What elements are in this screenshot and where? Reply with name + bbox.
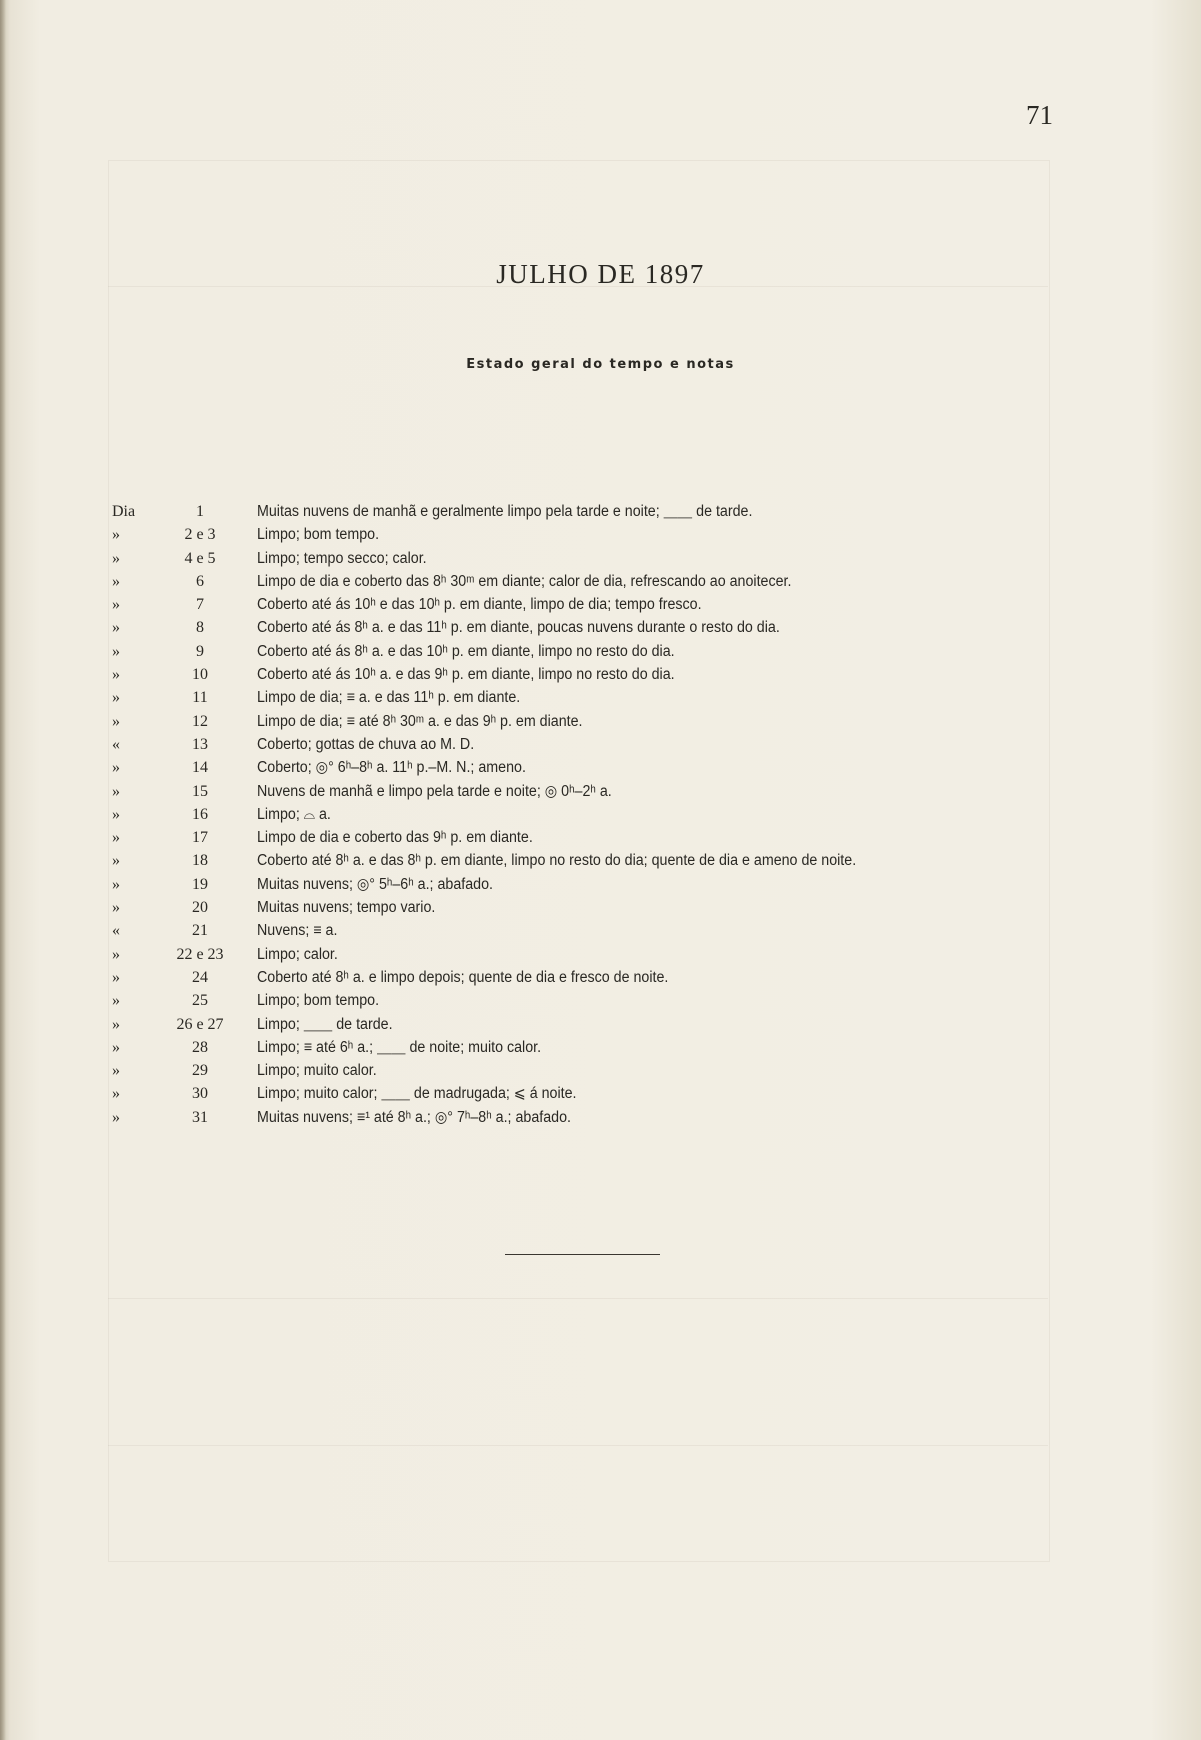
day-label: Dia	[112, 503, 136, 520]
weather-notes-list	[0, 500, 1201, 1129]
weather-note: Muitas nuvens; ≡¹ até 8ʰ a.; ◎° 7ʰ–8ʰ a.; abafado.	[257, 1108, 571, 1126]
day-number: 12	[192, 712, 208, 730]
weather-note: Coberto até ás 8ʰ a. e das 10ʰ p. em diante, limpo no resto do dia.	[257, 642, 675, 660]
weather-note: Limpo; bom tempo.	[257, 992, 380, 1010]
ditto-mark: »	[112, 549, 120, 567]
day-number: 14	[192, 759, 208, 777]
show-through-line	[108, 1298, 1048, 1299]
ditto-mark: »	[112, 829, 120, 847]
day-number: 13	[192, 735, 208, 753]
weather-note: Limpo; ⸏⸏ de tarde.	[257, 1015, 393, 1033]
weather-note: Coberto até 8ʰ a. e limpo depois; quente de dia e fresco de noite.	[257, 968, 669, 986]
day-number: 11	[192, 689, 208, 707]
list-item	[0, 826, 1201, 849]
section-subtitle: Estado geral do tempo e notas	[466, 357, 735, 372]
list-item	[0, 1059, 1201, 1082]
weather-note: Limpo; calor.	[257, 945, 338, 963]
day-number: 30	[192, 1085, 208, 1103]
day-number: 16	[192, 805, 208, 823]
ditto-mark: »	[112, 689, 120, 707]
weather-note: Limpo; muito calor.	[257, 1062, 377, 1080]
ditto-mark: »	[112, 572, 120, 590]
day-number: 24	[192, 968, 208, 986]
day-number: 10	[192, 666, 208, 684]
list-item	[0, 570, 1201, 593]
list-item	[0, 1106, 1201, 1129]
ditto-mark: »	[112, 619, 120, 637]
list-item	[0, 500, 1201, 523]
ditto-mark: »	[112, 1038, 120, 1056]
list-item	[0, 663, 1201, 686]
weather-note: Nuvens de manhã e limpo pela tarde e noite; ◎ 0ʰ–2ʰ a.	[257, 782, 612, 800]
ditto-mark: »	[112, 852, 120, 870]
day-number: 31	[192, 1108, 208, 1126]
weather-note: Coberto até ás 10ʰ a. e das 9ʰ p. em diante, limpo no resto do dia.	[257, 666, 675, 684]
day-number: 6	[196, 572, 204, 590]
list-item	[0, 896, 1201, 919]
show-through-line	[108, 1445, 1048, 1446]
day-number: 21	[192, 922, 208, 940]
ditto-mark: »	[112, 666, 120, 684]
day-number: 25	[192, 992, 208, 1010]
list-item	[0, 686, 1201, 709]
ditto-mark: »	[112, 805, 120, 823]
list-item	[0, 640, 1201, 663]
list-item	[0, 523, 1201, 546]
list-item	[0, 616, 1201, 639]
ditto-mark: »	[112, 782, 120, 800]
weather-note: Muitas nuvens de manhã e geralmente limpo pela tarde e noite; ⸏⸏ de tarde.	[257, 503, 753, 520]
list-item	[0, 849, 1201, 872]
day-number: 17	[192, 829, 208, 847]
list-item	[0, 919, 1201, 942]
ditto-mark: »	[112, 899, 120, 917]
list-item	[0, 989, 1201, 1012]
day-number: 29	[192, 1062, 208, 1080]
weather-note: Muitas nuvens; ◎° 5ʰ–6ʰ a.; abafado.	[257, 875, 493, 893]
day-number: 1	[196, 503, 204, 520]
weather-note: Coberto até 8ʰ a. e das 8ʰ p. em diante, limpo no resto do dia; quente de dia e ameno de noite.	[257, 852, 857, 870]
day-number: 4 e 5	[184, 549, 216, 567]
day-number: 18	[192, 852, 208, 870]
ditto-mark: »	[112, 1062, 120, 1080]
day-number: 19	[192, 875, 208, 893]
list-item	[0, 756, 1201, 779]
weather-note: Limpo; ≡ até 6ʰ a.; ⸏⸏ de noite; muito calor.	[257, 1038, 542, 1056]
weather-note: Limpo de dia; ≡ a. e das 11ʰ p. em diante.	[257, 689, 521, 707]
list-item	[0, 1013, 1201, 1036]
weather-note: Limpo de dia e coberto das 8ʰ 30ᵐ em diante; calor de dia, refrescando ao anoitecer.	[257, 572, 792, 590]
weather-note: Limpo de dia e coberto das 9ʰ p. em diante.	[257, 829, 533, 847]
list-item	[0, 593, 1201, 616]
list-item	[0, 733, 1201, 756]
list-item	[0, 873, 1201, 896]
ditto-mark: »	[112, 1085, 120, 1103]
ditto-mark: «	[112, 735, 120, 753]
page-title: JULHO DE 1897	[496, 259, 705, 289]
ditto-mark: »	[112, 526, 120, 544]
ditto-mark: »	[112, 945, 120, 963]
list-item	[0, 1036, 1201, 1059]
list-item	[0, 710, 1201, 733]
ditto-mark: »	[112, 596, 120, 614]
weather-note: Coberto até ás 8ʰ a. e das 11ʰ p. em diante, poucas nuvens durante o resto do dia.	[257, 619, 780, 637]
ditto-mark: »	[112, 1015, 120, 1033]
day-number: 20	[192, 899, 208, 917]
ditto-mark: »	[112, 712, 120, 730]
weather-note: Coberto; ◎° 6ʰ–8ʰ a. 11ʰ p.–M. N.; ameno.	[257, 759, 526, 777]
list-item	[0, 1082, 1201, 1105]
weather-note: Coberto; gottas de chuva ao M. D.	[257, 735, 475, 753]
ditto-mark: »	[112, 875, 120, 893]
weather-note: Muitas nuvens; tempo vario.	[257, 899, 436, 917]
ditto-mark: »	[112, 992, 120, 1010]
weather-note: Limpo; ⌓ a.	[257, 805, 331, 823]
day-number: 26 e 27	[176, 1015, 224, 1033]
day-number: 7	[196, 596, 204, 614]
day-number: 8	[196, 619, 204, 637]
list-item	[0, 943, 1201, 966]
day-number: 15	[192, 782, 208, 800]
weather-note: Limpo; muito calor; ⸏⸏ de madrugada; ⩽ á noite.	[257, 1085, 577, 1103]
closing-rule	[505, 1254, 660, 1255]
ditto-mark: »	[112, 642, 120, 660]
day-number: 2 e 3	[184, 526, 216, 544]
ditto-mark: »	[112, 1108, 120, 1126]
weather-note: Limpo; tempo secco; calor.	[257, 549, 427, 567]
weather-note: Limpo de dia; ≡ até 8ʰ 30ᵐ a. e das 9ʰ p. em diante.	[257, 712, 583, 730]
ditto-mark: »	[112, 968, 120, 986]
ditto-mark: »	[112, 759, 120, 777]
list-item	[0, 803, 1201, 826]
day-number: 28	[192, 1038, 208, 1056]
list-item	[0, 780, 1201, 803]
weather-note: Limpo; bom tempo.	[257, 526, 380, 544]
page-number: 71	[1026, 100, 1053, 130]
ditto-mark: «	[112, 922, 120, 940]
day-number: 22 e 23	[176, 945, 224, 963]
weather-note: Nuvens; ≡ a.	[257, 922, 338, 940]
weather-note: Coberto até ás 10ʰ e das 10ʰ p. em diante, limpo de dia; tempo fresco.	[257, 596, 702, 614]
day-number: 9	[196, 642, 204, 660]
list-item	[0, 547, 1201, 570]
list-item	[0, 966, 1201, 989]
